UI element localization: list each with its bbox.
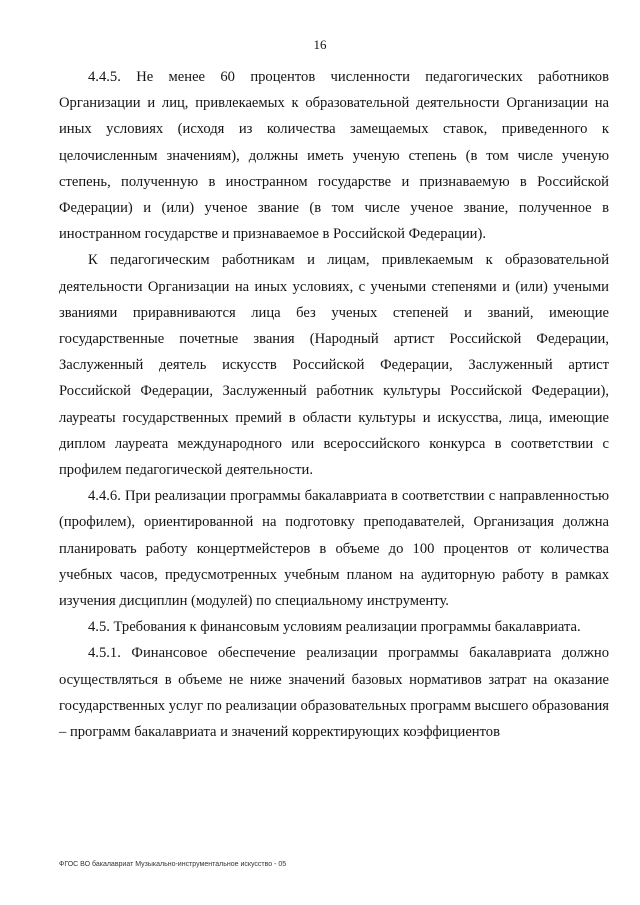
paragraph-4-4-5: 4.4.5. Не менее 60 процентов численности педагогических работников Организации и лиц, привлекаемых к образовательной деятельности Организации на иных условиях (исходя из количества замещаемых ставок, приведенного к целочисленным значениям), должны иметь ученую степень (в том числе ученую степень, полученную в иностранном государстве и признаваемую в Российской Федерации) и (или) ученое звание (в том числе ученое звание, полученное в иностранном государстве и признаваемое в Российской Федерации). bbox=[59, 69, 609, 243]
paragraph-4-5-1: 4.5.1. Финансовое обеспечение реализации программы бакалавриата должно осуществляться в объеме не ниже значений базовых нормативов затрат на оказание государственных услуг по реализации образовательных программ высшего образования – программ бакалавриата и значений корректирующих коэффициентов bbox=[59, 645, 609, 741]
paragraph-4-5-heading: 4.5. Требования к финансовым условиям реализации программы бакалавриата. bbox=[88, 619, 581, 636]
paragraph-teachers-equivalence: К педагогическим работникам и лицам, привлекаемым к образовательной деятельности Организации на иных условиях, с учеными степенями и (или) учеными званиями приравниваются лица без ученых степеней и званий, имеющие государственные почетные звания (Народный артист Российской Федерации, Заслуженный деятель искусств Российской Федерации, Заслуженный артист Российской Федерации, Заслуженный работник культуры Российской Федерации), лауреаты государственных премий в области культуры и искусства, лица, имеющие диплом лауреата международного или всероссийского конкурса в соответствии с профилем педагогической деятельности. bbox=[59, 252, 609, 479]
page-footer: ФГОС ВО бакалавриат Музыкально-инструментальное искусство - 05 bbox=[59, 861, 287, 868]
paragraph-4-4-6: 4.4.6. При реализации программы бакалавриата в соответствии с направленностью (профилем), ориентированной на подготовку преподавателей, Организация должна планировать работу концертмейстеров в объеме до 100 процентов от количества учебных часов, предусмотренных учебным планом на аудиторную работу в рамках изучения дисциплин (модулей) по специальному инструменту. bbox=[59, 488, 609, 610]
document-body bbox=[59, 64, 609, 745]
page-number: 16 bbox=[313, 37, 327, 52]
